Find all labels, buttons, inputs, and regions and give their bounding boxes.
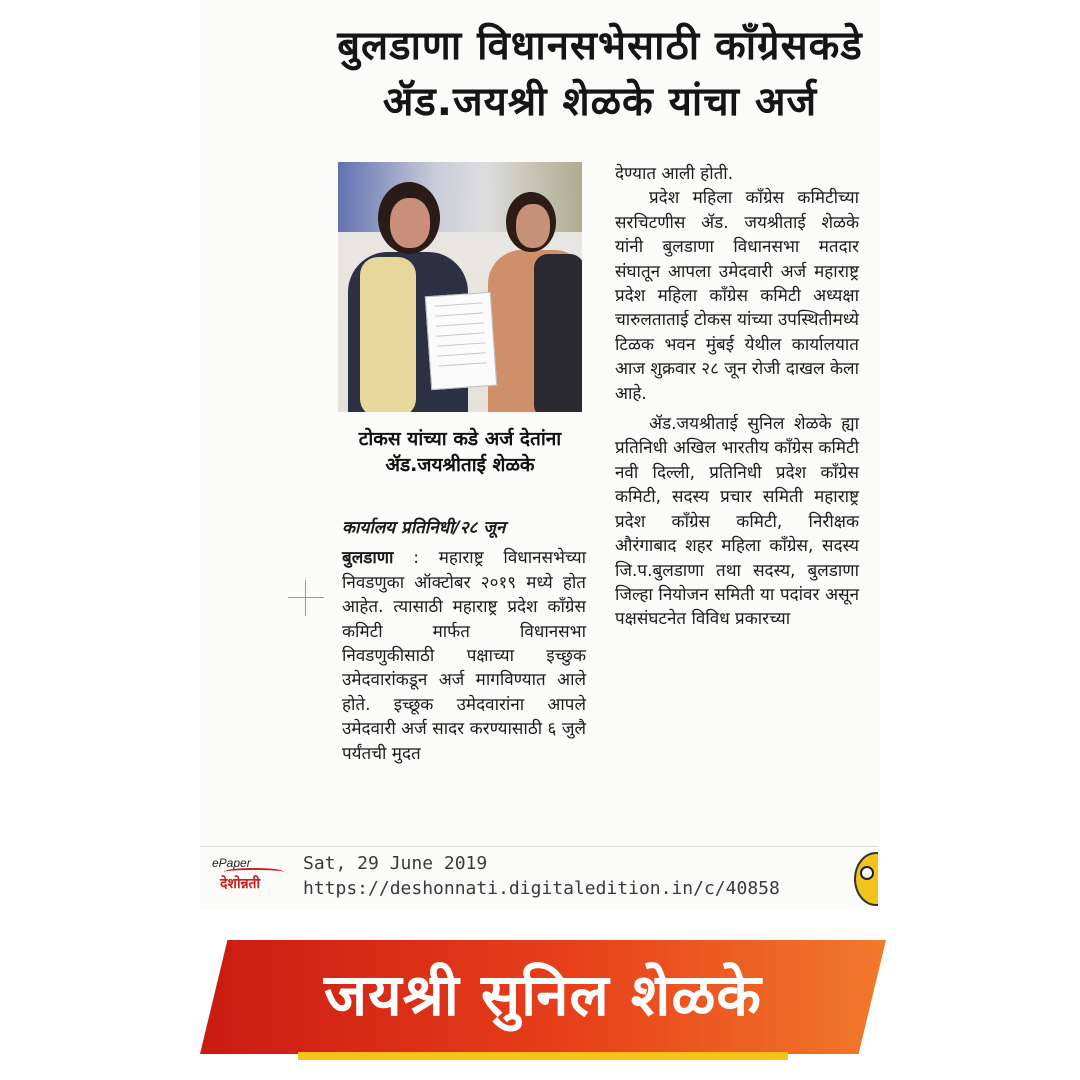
edition-url[interactable]: https://deshonnati.digitaledition.in/c/40858 — [303, 878, 780, 899]
logo-epaper-text: ePaper — [212, 856, 251, 870]
lead-paragraph — [342, 546, 586, 766]
photo-caption-line-1: टोकस यांच्या कडे अर्ज देतांना — [358, 428, 562, 450]
crosshair-icon — [288, 580, 324, 616]
lead-place: बुलडाणा — [342, 548, 394, 569]
person-right-face — [516, 204, 550, 248]
lead-text: : महाराष्ट्र विधानसभेच्या निवडणुका ऑक्टोबर २०१९ मध्ये होत आहेत. त्यासाठी महाराष्ट्र प्रदेश कॉंग्रेस कमिटी मार्फत विधानसभा निवडणुकीसाठी पक्षाच्या इच्छुक उमेदवारांकडून अर्ज मागविण्यात आले होते. इच्छूक उमेदवारांना आपले उमेदवारी अर्ज सादर करण्यासाठी ६ जुलै पर्यंतची मुदत — [342, 548, 586, 764]
headline-line-2: ॲड.जयश्री शेळके यांचा अर्ज — [382, 79, 818, 125]
photo-caption-line-2: ॲड.जयश्रीताई शेळके — [385, 454, 535, 476]
edition-date: Sat, 29 June 2019 — [303, 853, 488, 874]
epaper-logo-icon — [210, 852, 294, 898]
person-left-face — [390, 198, 430, 248]
banner-underline — [298, 1052, 788, 1060]
name-banner-text: जयश्री सुनिल शेळके — [324, 961, 762, 1029]
person-right-stole — [534, 254, 582, 412]
news-photo — [338, 162, 582, 412]
logo-name: देशोन्नती — [220, 876, 261, 892]
paragraph-application: प्रदेश महिला कॉंग्रेस कमिटीच्या सरचिटणीस ॲड. जयश्रीताई शेळके यांनी बुलडाणा विधानसभा मतदार संघातून आपला उमेदवारी अर्ज महाराष्ट्र प्रदेश महिला कॉंग्रेस कमिटी अध्यक्षा चारुलताताई टोकस यांच्या उपस्थितीमध्ये टिळक भवन मुंबई येथील कार्यालयात आज शुक्रवार २८ जून रोजी दाखल केला आहे. — [615, 188, 859, 404]
article-column-right — [615, 162, 859, 632]
application-document — [425, 292, 497, 390]
edition-meta — [303, 851, 780, 901]
mascot-eye — [860, 866, 874, 880]
headline-line-1: बुलडाणा विधानसभेसाठी कॉंग्रेसकडे — [337, 23, 863, 69]
paragraph-continuation: देण्यात आली होती. — [615, 164, 734, 184]
article-column-left — [342, 516, 586, 766]
photo-caption — [330, 426, 590, 478]
headline — [320, 18, 880, 130]
person-left-scarf — [360, 257, 416, 412]
dateline: कार्यालय प्रतिनिधी/२८ जून — [342, 518, 506, 538]
mascot-icon — [850, 848, 878, 906]
paragraph-profile: ॲड.जयश्रीताई सुनिल शेळके ह्या प्रतिनिधी अखिल भारतीय कॉंग्रेस कमिटी नवी दिल्ली, प्रतिनिधी प्रदेश कॉंग्रेस कमिटी, सदस्य प्रचार समिती महाराष्ट्र प्रदेश कॉंग्रेस कमिटी, निरीक्षक औरंगाबाद शहर महिला कॉंग्रेस, सदस्य जि.प.बुलडाणा तथा सदस्य, बुलडाणा जिल्हा नियोजन समिती या पदांवर असून पक्षसंघटनेत विविध प्रकारच्या — [615, 414, 859, 630]
